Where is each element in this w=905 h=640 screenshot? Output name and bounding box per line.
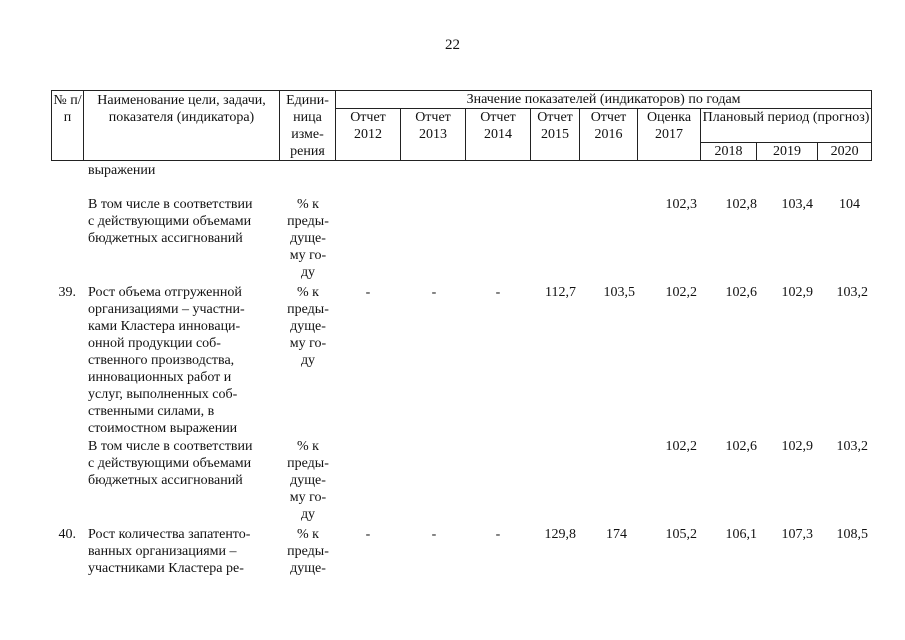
- header-values-group: Значение показателей (индикаторов) по годам: [336, 91, 872, 109]
- row-3-val-2020: 103,2: [836, 439, 868, 454]
- row-2-val-2012: -: [365, 285, 371, 300]
- header-plan-2020: 2020: [818, 143, 872, 161]
- row-1-val-2020: 104: [839, 197, 860, 212]
- row-4-val-2012: -: [365, 527, 371, 542]
- row-2-val-2014: -: [495, 285, 501, 300]
- row-2-num: 39.: [58, 285, 76, 300]
- row-2-unit: % к преды- дуще- му го- ду: [287, 285, 329, 368]
- row-3-name: В том числе в соответствии с действующими объемами бюджетных ассигнований: [88, 439, 253, 488]
- row-1-val-2018: 102,8: [725, 197, 757, 212]
- row-1-name: В том числе в соответствии с действующими объемами бюджетных ассигнований: [88, 197, 253, 246]
- row-2-name: Рост объема отгруженной организациями – участни- ками Кластера инноваци- онной продукции соб- ственного производства, инновационных работ и услуг, выполненных соб- ственными силами, в стоимостном выражении: [88, 285, 245, 436]
- header-plan-group: Плановый период (прогноз): [701, 109, 872, 143]
- row-2-val-2016: 103,5: [603, 285, 635, 300]
- row-4-val-2019: 107,3: [781, 527, 813, 542]
- page-number: 22: [445, 37, 460, 53]
- row-3-val-2019: 102,9: [781, 439, 813, 454]
- row-4-val-2015: 129,8: [544, 527, 576, 542]
- row-3-unit: % к преды- дуще- му го- ду: [287, 439, 329, 522]
- row-1-val-2017: 102,3: [665, 197, 697, 212]
- row-2-val-2019: 102,9: [781, 285, 813, 300]
- row-1-val-2019: 103,4: [781, 197, 813, 212]
- header-num-col: [52, 91, 84, 161]
- header-year-2014: Отчет 2014: [466, 109, 531, 161]
- table-header: [51, 90, 872, 161]
- row-2-val-2015: 112,7: [545, 285, 576, 300]
- row-2-val-2020: 103,2: [836, 285, 868, 300]
- header-year-2015: Отчет 2015: [531, 109, 580, 161]
- header-name-label: Наименование цели, задачи, показателя (индикатора): [97, 93, 266, 125]
- row-4-val-2017: 105,2: [665, 527, 697, 542]
- row-4-val-2018: 106,1: [725, 527, 757, 542]
- row-4-val-2013: -: [431, 527, 437, 542]
- row-4-name: Рост количества запатенто- ванных организациями – участниками Кластера ре-: [88, 527, 251, 576]
- header-plan-2019: 2019: [757, 143, 818, 161]
- row-2-val-2017: 102,2: [665, 285, 697, 300]
- header-year-2012: Отчет 2012: [336, 109, 401, 161]
- header-year-2016: Отчет 2016: [580, 109, 638, 161]
- row-4-val-2014: -: [495, 527, 501, 542]
- row-1-unit: % к преды- дуще- му го- ду: [287, 197, 329, 280]
- header-unit-col: [280, 91, 336, 161]
- row-2-val-2013: -: [431, 285, 437, 300]
- row-4-val-2020: 108,5: [836, 527, 868, 542]
- row-4-val-2016: 174: [606, 527, 627, 542]
- header-plan-2018: 2018: [701, 143, 757, 161]
- row-4-unit: % к преды- дуще-: [287, 527, 329, 576]
- row-0-name: выражении: [88, 163, 156, 178]
- row-2-val-2018: 102,6: [725, 285, 757, 300]
- header-year-2013: Отчет 2013: [401, 109, 466, 161]
- row-3-val-2017: 102,2: [665, 439, 697, 454]
- header-unit-label: Едининица измерения: [286, 93, 329, 159]
- row-4-num: 40.: [58, 527, 76, 542]
- header-name-col: [84, 91, 280, 161]
- header-year-2017: Оценка 2017: [638, 109, 701, 161]
- header-num-label: № п/п: [53, 93, 82, 125]
- row-3-val-2018: 102,6: [725, 439, 757, 454]
